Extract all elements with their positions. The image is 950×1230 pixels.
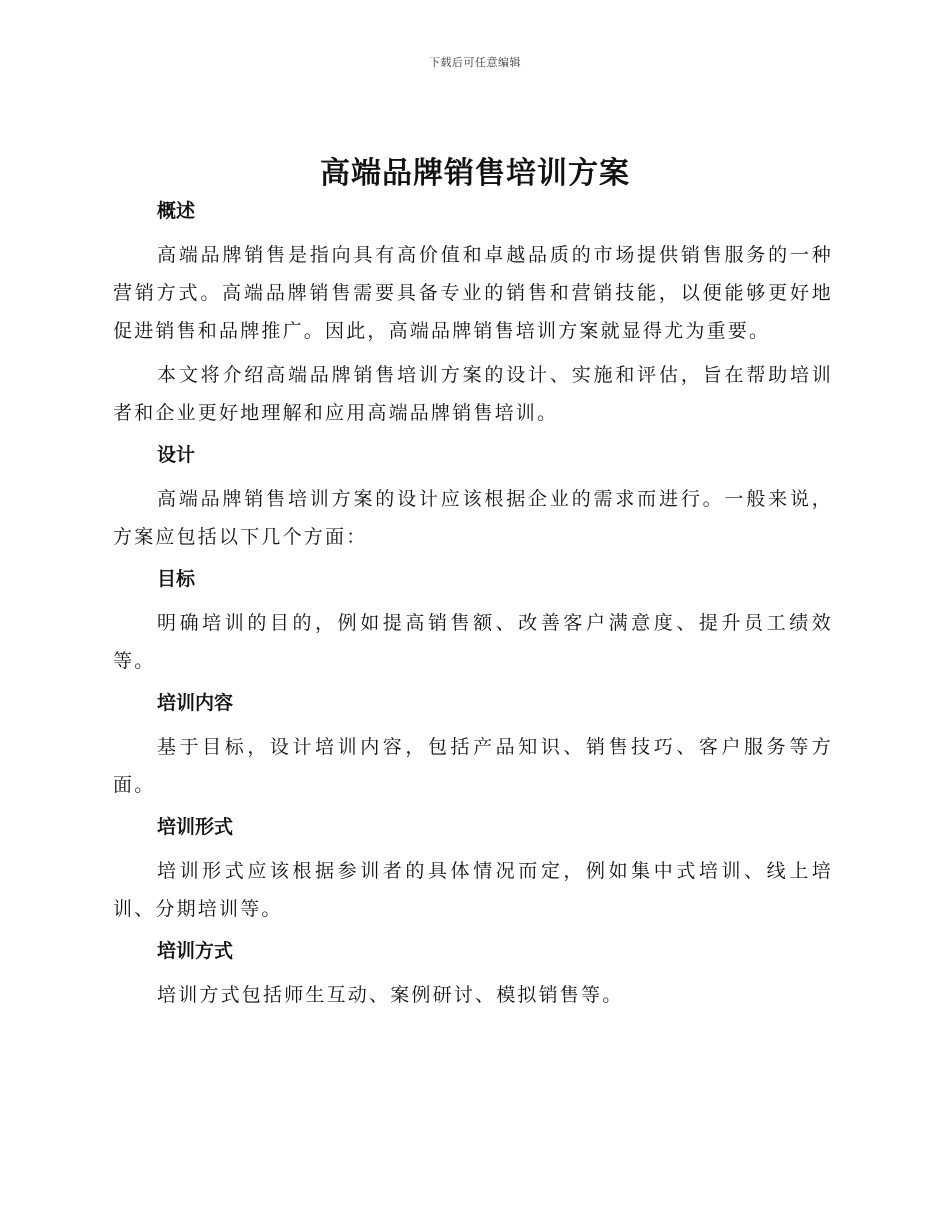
paragraph-goal: 明确培训的目的，例如提高销售额、改善客户满意度、提升员工绩效等。 xyxy=(113,612,833,672)
paragraph-design: 高端品牌销售培训方案的设计应该根据企业的需求而进行。一般来说，方案应包括以下几个方面： xyxy=(113,488,833,548)
paragraph-format: 培训形式应该根据参训者的具体情况而定，例如集中式培训、线上培训、分期培训等。 xyxy=(113,860,833,920)
section-heading-design: 设计 xyxy=(157,444,196,466)
section-heading-overview: 概述 xyxy=(157,200,196,222)
paragraph-overview-1: 高端品牌销售是指向具有高价值和卓越品质的市场提供销售服务的一种营销方式。高端品牌销售需要具备专业的销售和营销技能，以便能够更好地促进销售和品牌推广。因此，高端品牌销售培训方案就显得尤为重要。 xyxy=(113,244,833,342)
section-heading-goal: 目标 xyxy=(157,568,196,590)
section-heading-format: 培训形式 xyxy=(157,816,234,838)
section-heading-content: 培训内容 xyxy=(157,692,234,714)
header-note: 下载后可任意编辑 xyxy=(429,56,521,69)
document-body xyxy=(113,194,833,1014)
paragraph-content: 基于目标，设计培训内容，包括产品知识、销售技巧、客户服务等方面。 xyxy=(113,736,833,796)
paragraph-overview-2: 本文将介绍高端品牌销售培训方案的设计、实施和评估，旨在帮助培训者和企业更好地理解和应用高端品牌销售培训。 xyxy=(113,364,833,424)
section-heading-method: 培训方式 xyxy=(157,940,234,962)
paragraph-method: 培训方式包括师生互动、案例研讨、模拟销售等。 xyxy=(157,984,624,1006)
document-title: 高端品牌销售培训方案 xyxy=(320,156,630,191)
